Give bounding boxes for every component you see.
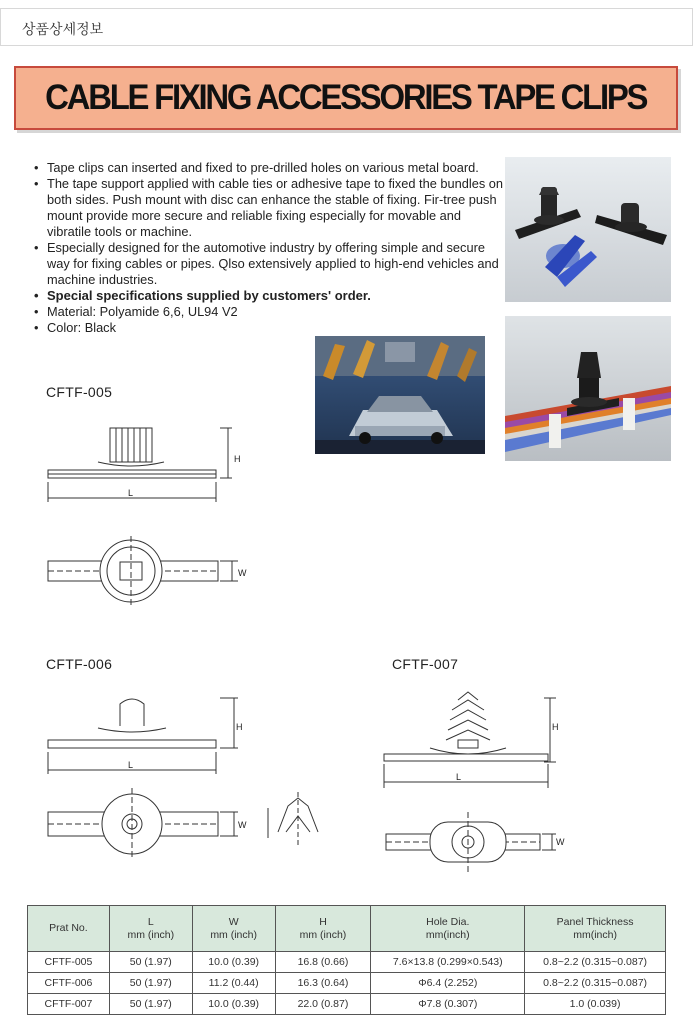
cell-hole: Φ6.4 (2.252) <box>371 973 525 994</box>
page-title: CABLE FIXING ACCESSORIES TAPE CLIPS <box>45 78 647 117</box>
cell-part: CFTF-005 <box>28 952 110 973</box>
dim-h: H <box>236 722 243 732</box>
dim-l: L <box>456 772 462 782</box>
feature-item: • Tape clips can inserted and fixed to pre-drilled holes on various metal board. <box>34 160 504 176</box>
feature-item: • The tape support applied with cable ties or adhesive tape to fixed the bundles on both sides. Push mount with disc can enhance the stable of fixing. Fir-tree push mount provide more secure and reliable fixing especially for movable and vibratile tools or machine. <box>34 176 504 240</box>
detail-header-bar <box>0 8 693 46</box>
cell-hole: 7.6×13.8 (0.299×0.543) <box>371 952 525 973</box>
feature-item-highlight: • Special specifications supplied by customers' order. <box>34 288 504 304</box>
dim-h: H <box>552 722 559 732</box>
cell-h: 16.3 (0.64) <box>275 973 371 994</box>
detail-header-title: 상품상세정보 <box>22 22 104 38</box>
feature-item: • Material: Polyamide 6,6, UL94 V2 <box>34 304 504 320</box>
col-header-h: H mm (inch) <box>275 906 371 952</box>
drawing-cftf-007 <box>380 688 580 878</box>
dim-l: L <box>128 760 134 770</box>
feature-list <box>34 160 504 336</box>
feature-item: • Color: Black <box>34 320 504 336</box>
cell-w: 10.0 (0.39) <box>192 994 275 1015</box>
cell-h: 16.8 (0.66) <box>275 952 371 973</box>
drawing-cftf-006 <box>40 688 350 878</box>
col-header-w: W mm (inch) <box>192 906 275 952</box>
col-header-panel: Panel Thickness mm(inch) <box>525 906 666 952</box>
dim-h: H <box>234 454 241 464</box>
dim-w: W <box>556 837 565 847</box>
cell-panel: 0.8~2.2 (0.315~0.087) <box>525 952 666 973</box>
cell-panel: 1.0 (0.039) <box>525 994 666 1015</box>
product-photo-cable-bundle <box>505 316 671 461</box>
feature-item: • Especially designed for the automotive industry by offering simple and secure way for fixing cables or pipes. Qlso extensively applied to high-end vehicles and machine industries. <box>34 240 504 288</box>
dim-l: L <box>128 488 134 498</box>
cell-h: 22.0 (0.87) <box>275 994 371 1015</box>
cell-l: 50 (1.97) <box>109 973 192 994</box>
cell-hole: Φ7.8 (0.307) <box>371 994 525 1015</box>
cell-part: CFTF-007 <box>28 994 110 1015</box>
model-label-cftf-005: CFTF-005 <box>46 384 113 400</box>
cell-panel: 0.8~2.2 (0.315~0.087) <box>525 973 666 994</box>
drawing-cftf-005 <box>40 418 250 608</box>
title-banner <box>14 66 678 130</box>
cell-l: 50 (1.97) <box>109 994 192 1015</box>
cell-w: 11.2 (0.44) <box>192 973 275 994</box>
col-header-part: Prat No. <box>28 906 110 952</box>
dim-w: W <box>238 568 247 578</box>
table-header-row <box>28 906 666 952</box>
table-row <box>28 994 666 1015</box>
factory-photo <box>315 336 485 454</box>
spec-table <box>27 905 666 1015</box>
cell-w: 10.0 (0.39) <box>192 952 275 973</box>
cell-l: 50 (1.97) <box>109 952 192 973</box>
cell-part: CFTF-006 <box>28 973 110 994</box>
col-header-l: L mm (inch) <box>109 906 192 952</box>
table-row <box>28 952 666 973</box>
col-header-hole: Hole Dia. mm(inch) <box>371 906 525 952</box>
product-photo-clips <box>505 157 671 302</box>
model-label-cftf-007: CFTF-007 <box>392 656 459 672</box>
table-row <box>28 973 666 994</box>
model-label-cftf-006: CFTF-006 <box>46 656 113 672</box>
dim-w: W <box>238 820 247 830</box>
